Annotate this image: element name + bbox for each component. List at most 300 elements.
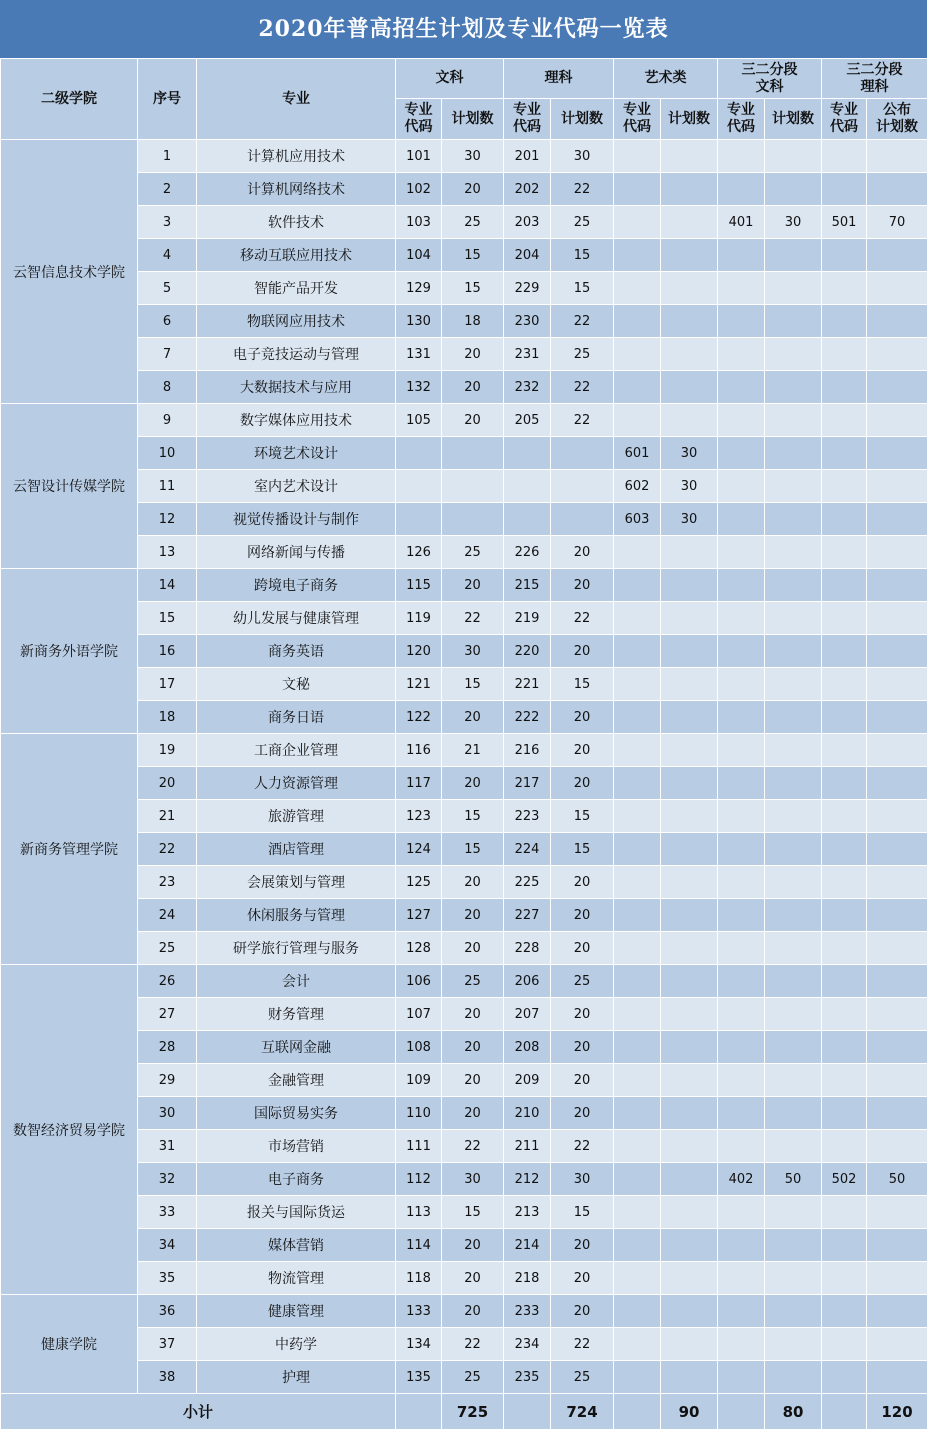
- table-row: [1, 239, 927, 272]
- value-cell: [822, 305, 867, 338]
- value-cell: [614, 1196, 661, 1229]
- value-cell: 20: [551, 635, 614, 668]
- value-cell: 20: [551, 1295, 614, 1328]
- seq-cell: 2: [138, 173, 197, 206]
- value-cell: [867, 1097, 927, 1130]
- major-cell: 幼儿发展与健康管理: [197, 602, 396, 635]
- value-cell: [822, 1064, 867, 1097]
- major-cell: 休闲服务与管理: [197, 899, 396, 932]
- value-cell: [661, 272, 718, 305]
- value-cell: [718, 140, 765, 173]
- value-cell: [661, 635, 718, 668]
- value-cell: [614, 1328, 661, 1361]
- value-cell: 22: [442, 1328, 504, 1361]
- value-cell: 213: [504, 1196, 551, 1229]
- value-cell: [661, 602, 718, 635]
- value-cell: [765, 932, 822, 965]
- value-cell: [765, 470, 822, 503]
- value-cell: [551, 470, 614, 503]
- header-group-art: 艺术类: [614, 59, 718, 99]
- value-cell: [614, 965, 661, 998]
- seq-cell: 33: [138, 1196, 197, 1229]
- value-cell: [661, 536, 718, 569]
- major-cell: 国际贸易实务: [197, 1097, 396, 1130]
- value-cell: [822, 437, 867, 470]
- value-cell: 15: [442, 668, 504, 701]
- value-cell: 20: [551, 701, 614, 734]
- seq-cell: 19: [138, 734, 197, 767]
- value-cell: [661, 1229, 718, 1262]
- value-cell: 123: [396, 800, 442, 833]
- value-cell: [718, 767, 765, 800]
- value-cell: 133: [396, 1295, 442, 1328]
- major-cell: 互联网金融: [197, 1031, 396, 1064]
- value-cell: [867, 272, 927, 305]
- value-cell: 15: [551, 833, 614, 866]
- header-sub-6: 专业 代码: [718, 99, 765, 140]
- value-cell: [614, 140, 661, 173]
- value-cell: 30: [442, 140, 504, 173]
- table-row: [1, 272, 927, 305]
- value-cell: [867, 437, 927, 470]
- value-cell: [718, 239, 765, 272]
- value-cell: 227: [504, 899, 551, 932]
- value-cell: [765, 503, 822, 536]
- table-row: [1, 1229, 927, 1262]
- college-name: 云智设计传媒学院: [1, 404, 138, 569]
- value-cell: [765, 239, 822, 272]
- value-cell: [765, 536, 822, 569]
- value-cell: [614, 635, 661, 668]
- value-cell: [765, 635, 822, 668]
- table-row: [1, 371, 927, 404]
- value-cell: [614, 1361, 661, 1394]
- value-cell: [822, 767, 867, 800]
- seq-cell: 26: [138, 965, 197, 998]
- table-row: [1, 1196, 927, 1229]
- major-cell: 商务日语: [197, 701, 396, 734]
- value-cell: [867, 536, 927, 569]
- major-cell: 物联网应用技术: [197, 305, 396, 338]
- value-cell: [614, 734, 661, 767]
- total-value: 725: [442, 1394, 504, 1430]
- value-cell: [614, 767, 661, 800]
- seq-cell: 5: [138, 272, 197, 305]
- value-cell: [614, 1097, 661, 1130]
- value-cell: 20: [551, 998, 614, 1031]
- total-row: [1, 1394, 927, 1430]
- value-cell: [718, 1196, 765, 1229]
- value-cell: 112: [396, 1163, 442, 1196]
- value-cell: [614, 866, 661, 899]
- value-cell: 110: [396, 1097, 442, 1130]
- value-cell: [661, 140, 718, 173]
- value-cell: 208: [504, 1031, 551, 1064]
- total-value: [718, 1394, 765, 1430]
- value-cell: [822, 1097, 867, 1130]
- value-cell: [765, 701, 822, 734]
- value-cell: [867, 1064, 927, 1097]
- value-cell: [718, 470, 765, 503]
- value-cell: [765, 800, 822, 833]
- value-cell: 117: [396, 767, 442, 800]
- value-cell: [551, 503, 614, 536]
- value-cell: 20: [551, 1031, 614, 1064]
- value-cell: [718, 965, 765, 998]
- value-cell: [822, 173, 867, 206]
- value-cell: 30: [442, 1163, 504, 1196]
- value-cell: [661, 305, 718, 338]
- value-cell: 201: [504, 140, 551, 173]
- header-row-1: [1, 59, 927, 99]
- major-cell: 智能产品开发: [197, 272, 396, 305]
- value-cell: [765, 965, 822, 998]
- value-cell: [867, 602, 927, 635]
- value-cell: 221: [504, 668, 551, 701]
- value-cell: [718, 338, 765, 371]
- value-cell: [822, 1130, 867, 1163]
- value-cell: [765, 1262, 822, 1295]
- value-cell: 22: [442, 602, 504, 635]
- value-cell: 131: [396, 338, 442, 371]
- value-cell: 127: [396, 899, 442, 932]
- value-cell: 20: [442, 932, 504, 965]
- value-cell: 121: [396, 668, 442, 701]
- value-cell: 601: [614, 437, 661, 470]
- table-row: [1, 998, 927, 1031]
- value-cell: [867, 1295, 927, 1328]
- value-cell: [822, 1031, 867, 1064]
- value-cell: 219: [504, 602, 551, 635]
- value-cell: [822, 899, 867, 932]
- major-cell: 健康管理: [197, 1295, 396, 1328]
- value-cell: [504, 470, 551, 503]
- value-cell: [718, 833, 765, 866]
- major-cell: 环境艺术设计: [197, 437, 396, 470]
- value-cell: [718, 734, 765, 767]
- value-cell: [442, 437, 504, 470]
- value-cell: 130: [396, 305, 442, 338]
- seq-cell: 14: [138, 569, 197, 602]
- value-cell: 102: [396, 173, 442, 206]
- seq-cell: 29: [138, 1064, 197, 1097]
- value-cell: 15: [551, 668, 614, 701]
- college-name: 新商务管理学院: [1, 734, 138, 965]
- value-cell: [661, 1031, 718, 1064]
- seq-cell: 37: [138, 1328, 197, 1361]
- table-row: [1, 602, 927, 635]
- value-cell: [718, 899, 765, 932]
- value-cell: [396, 503, 442, 536]
- value-cell: [822, 272, 867, 305]
- seq-cell: 23: [138, 866, 197, 899]
- value-cell: 25: [551, 206, 614, 239]
- value-cell: [765, 602, 822, 635]
- value-cell: 118: [396, 1262, 442, 1295]
- seq-cell: 15: [138, 602, 197, 635]
- value-cell: [867, 503, 927, 536]
- total-value: 90: [661, 1394, 718, 1430]
- value-cell: [661, 932, 718, 965]
- major-cell: 人力资源管理: [197, 767, 396, 800]
- major-cell: 文秘: [197, 668, 396, 701]
- value-cell: [661, 734, 718, 767]
- value-cell: [718, 1328, 765, 1361]
- seq-cell: 38: [138, 1361, 197, 1394]
- value-cell: [867, 1262, 927, 1295]
- value-cell: 135: [396, 1361, 442, 1394]
- value-cell: [867, 140, 927, 173]
- value-cell: [765, 404, 822, 437]
- value-cell: [661, 206, 718, 239]
- value-cell: 113: [396, 1196, 442, 1229]
- value-cell: [396, 470, 442, 503]
- table-row: [1, 635, 927, 668]
- major-cell: 数字媒体应用技术: [197, 404, 396, 437]
- table-row: [1, 932, 927, 965]
- major-cell: 工商企业管理: [197, 734, 396, 767]
- major-cell: 财务管理: [197, 998, 396, 1031]
- value-cell: [867, 239, 927, 272]
- value-cell: 70: [867, 206, 927, 239]
- value-cell: [661, 404, 718, 437]
- value-cell: [867, 371, 927, 404]
- value-cell: [661, 767, 718, 800]
- value-cell: [765, 1295, 822, 1328]
- value-cell: 206: [504, 965, 551, 998]
- table-row: [1, 1163, 927, 1196]
- value-cell: 15: [442, 239, 504, 272]
- value-cell: 20: [551, 1097, 614, 1130]
- table-row: [1, 701, 927, 734]
- value-cell: 214: [504, 1229, 551, 1262]
- total-value: [504, 1394, 551, 1430]
- value-cell: [718, 998, 765, 1031]
- value-cell: 106: [396, 965, 442, 998]
- value-cell: [867, 569, 927, 602]
- value-cell: [867, 668, 927, 701]
- major-cell: 移动互联应用技术: [197, 239, 396, 272]
- value-cell: [822, 668, 867, 701]
- major-cell: 计算机网络技术: [197, 173, 396, 206]
- value-cell: [442, 470, 504, 503]
- value-cell: [718, 569, 765, 602]
- value-cell: [822, 503, 867, 536]
- seq-cell: 16: [138, 635, 197, 668]
- value-cell: 232: [504, 371, 551, 404]
- value-cell: 30: [661, 503, 718, 536]
- total-value: 80: [765, 1394, 822, 1430]
- seq-cell: 11: [138, 470, 197, 503]
- table-row: [1, 833, 927, 866]
- header-sub-0: 专业 代码: [396, 99, 442, 140]
- seq-cell: 6: [138, 305, 197, 338]
- seq-cell: 3: [138, 206, 197, 239]
- value-cell: 20: [551, 1262, 614, 1295]
- college-name: 数智经济贸易学院: [1, 965, 138, 1295]
- total-value: 120: [867, 1394, 927, 1430]
- value-cell: [822, 404, 867, 437]
- value-cell: [718, 668, 765, 701]
- value-cell: [614, 338, 661, 371]
- value-cell: [661, 1163, 718, 1196]
- value-cell: 20: [442, 866, 504, 899]
- value-cell: [661, 701, 718, 734]
- major-cell: 会展策划与管理: [197, 866, 396, 899]
- value-cell: 20: [442, 899, 504, 932]
- value-cell: [867, 1031, 927, 1064]
- table-row: [1, 1097, 927, 1130]
- seq-cell: 25: [138, 932, 197, 965]
- value-cell: [822, 569, 867, 602]
- value-cell: 235: [504, 1361, 551, 1394]
- seq-cell: 13: [138, 536, 197, 569]
- value-cell: 401: [718, 206, 765, 239]
- value-cell: [765, 767, 822, 800]
- seq-cell: 18: [138, 701, 197, 734]
- value-cell: [867, 338, 927, 371]
- value-cell: 15: [551, 1196, 614, 1229]
- value-cell: 125: [396, 866, 442, 899]
- table-row: [1, 206, 927, 239]
- major-cell: 市场营销: [197, 1130, 396, 1163]
- value-cell: 22: [551, 371, 614, 404]
- value-cell: [661, 866, 718, 899]
- value-cell: [765, 1130, 822, 1163]
- value-cell: 30: [551, 140, 614, 173]
- value-cell: 205: [504, 404, 551, 437]
- value-cell: [614, 800, 661, 833]
- value-cell: [822, 1262, 867, 1295]
- value-cell: [614, 1031, 661, 1064]
- seq-cell: 35: [138, 1262, 197, 1295]
- value-cell: [718, 800, 765, 833]
- value-cell: 30: [765, 206, 822, 239]
- header-sub-5: 计划数: [661, 99, 718, 140]
- value-cell: 15: [551, 239, 614, 272]
- value-cell: [614, 536, 661, 569]
- major-cell: 电子竞技运动与管理: [197, 338, 396, 371]
- major-cell: 金融管理: [197, 1064, 396, 1097]
- value-cell: [718, 635, 765, 668]
- value-cell: [614, 833, 661, 866]
- value-cell: [661, 1196, 718, 1229]
- seq-cell: 30: [138, 1097, 197, 1130]
- value-cell: 202: [504, 173, 551, 206]
- seq-cell: 20: [138, 767, 197, 800]
- value-cell: [867, 965, 927, 998]
- value-cell: [718, 272, 765, 305]
- major-cell: 商务英语: [197, 635, 396, 668]
- value-cell: [614, 899, 661, 932]
- seq-cell: 31: [138, 1130, 197, 1163]
- value-cell: 229: [504, 272, 551, 305]
- major-cell: 护理: [197, 1361, 396, 1394]
- value-cell: [867, 833, 927, 866]
- value-cell: [718, 503, 765, 536]
- value-cell: [614, 1163, 661, 1196]
- value-cell: 22: [551, 602, 614, 635]
- value-cell: 20: [551, 932, 614, 965]
- value-cell: 134: [396, 1328, 442, 1361]
- value-cell: 129: [396, 272, 442, 305]
- major-cell: 媒体营销: [197, 1229, 396, 1262]
- value-cell: [718, 1031, 765, 1064]
- header-group-32-wenke: 三二分段 文科: [718, 59, 822, 99]
- value-cell: [822, 734, 867, 767]
- major-cell: 跨境电子商务: [197, 569, 396, 602]
- seq-cell: 17: [138, 668, 197, 701]
- header-sub-2: 专业 代码: [504, 99, 551, 140]
- value-cell: 210: [504, 1097, 551, 1130]
- value-cell: [614, 1130, 661, 1163]
- value-cell: [718, 602, 765, 635]
- value-cell: 22: [551, 1130, 614, 1163]
- value-cell: 30: [661, 470, 718, 503]
- value-cell: [614, 305, 661, 338]
- value-cell: 230: [504, 305, 551, 338]
- seq-cell: 1: [138, 140, 197, 173]
- value-cell: [442, 503, 504, 536]
- value-cell: [661, 833, 718, 866]
- value-cell: [765, 272, 822, 305]
- major-cell: 研学旅行管理与服务: [197, 932, 396, 965]
- value-cell: 25: [442, 965, 504, 998]
- seq-cell: 22: [138, 833, 197, 866]
- header-sub-3: 计划数: [551, 99, 614, 140]
- value-cell: 22: [551, 1328, 614, 1361]
- value-cell: 104: [396, 239, 442, 272]
- seq-cell: 8: [138, 371, 197, 404]
- value-cell: [822, 1196, 867, 1229]
- major-cell: 室内艺术设计: [197, 470, 396, 503]
- value-cell: [765, 569, 822, 602]
- seq-cell: 10: [138, 437, 197, 470]
- value-cell: [661, 1361, 718, 1394]
- value-cell: [718, 932, 765, 965]
- value-cell: 15: [442, 1196, 504, 1229]
- header-college: 二级学院: [1, 59, 138, 140]
- header-group-wenke: 文科: [396, 59, 504, 99]
- value-cell: 25: [442, 536, 504, 569]
- value-cell: [551, 437, 614, 470]
- value-cell: [822, 800, 867, 833]
- table-row: [1, 899, 927, 932]
- value-cell: [718, 1130, 765, 1163]
- value-cell: 20: [442, 1229, 504, 1262]
- value-cell: 15: [442, 833, 504, 866]
- value-cell: 224: [504, 833, 551, 866]
- value-cell: [822, 866, 867, 899]
- value-cell: [867, 866, 927, 899]
- value-cell: [718, 701, 765, 734]
- value-cell: [614, 404, 661, 437]
- value-cell: 228: [504, 932, 551, 965]
- value-cell: [661, 569, 718, 602]
- value-cell: 116: [396, 734, 442, 767]
- value-cell: 603: [614, 503, 661, 536]
- value-cell: [661, 338, 718, 371]
- value-cell: [765, 1328, 822, 1361]
- table-row: [1, 1295, 927, 1328]
- table-row: [1, 767, 927, 800]
- value-cell: 20: [551, 1229, 614, 1262]
- table-row: [1, 503, 927, 536]
- value-cell: [765, 140, 822, 173]
- value-cell: 20: [442, 767, 504, 800]
- value-cell: 22: [442, 1130, 504, 1163]
- value-cell: [614, 932, 661, 965]
